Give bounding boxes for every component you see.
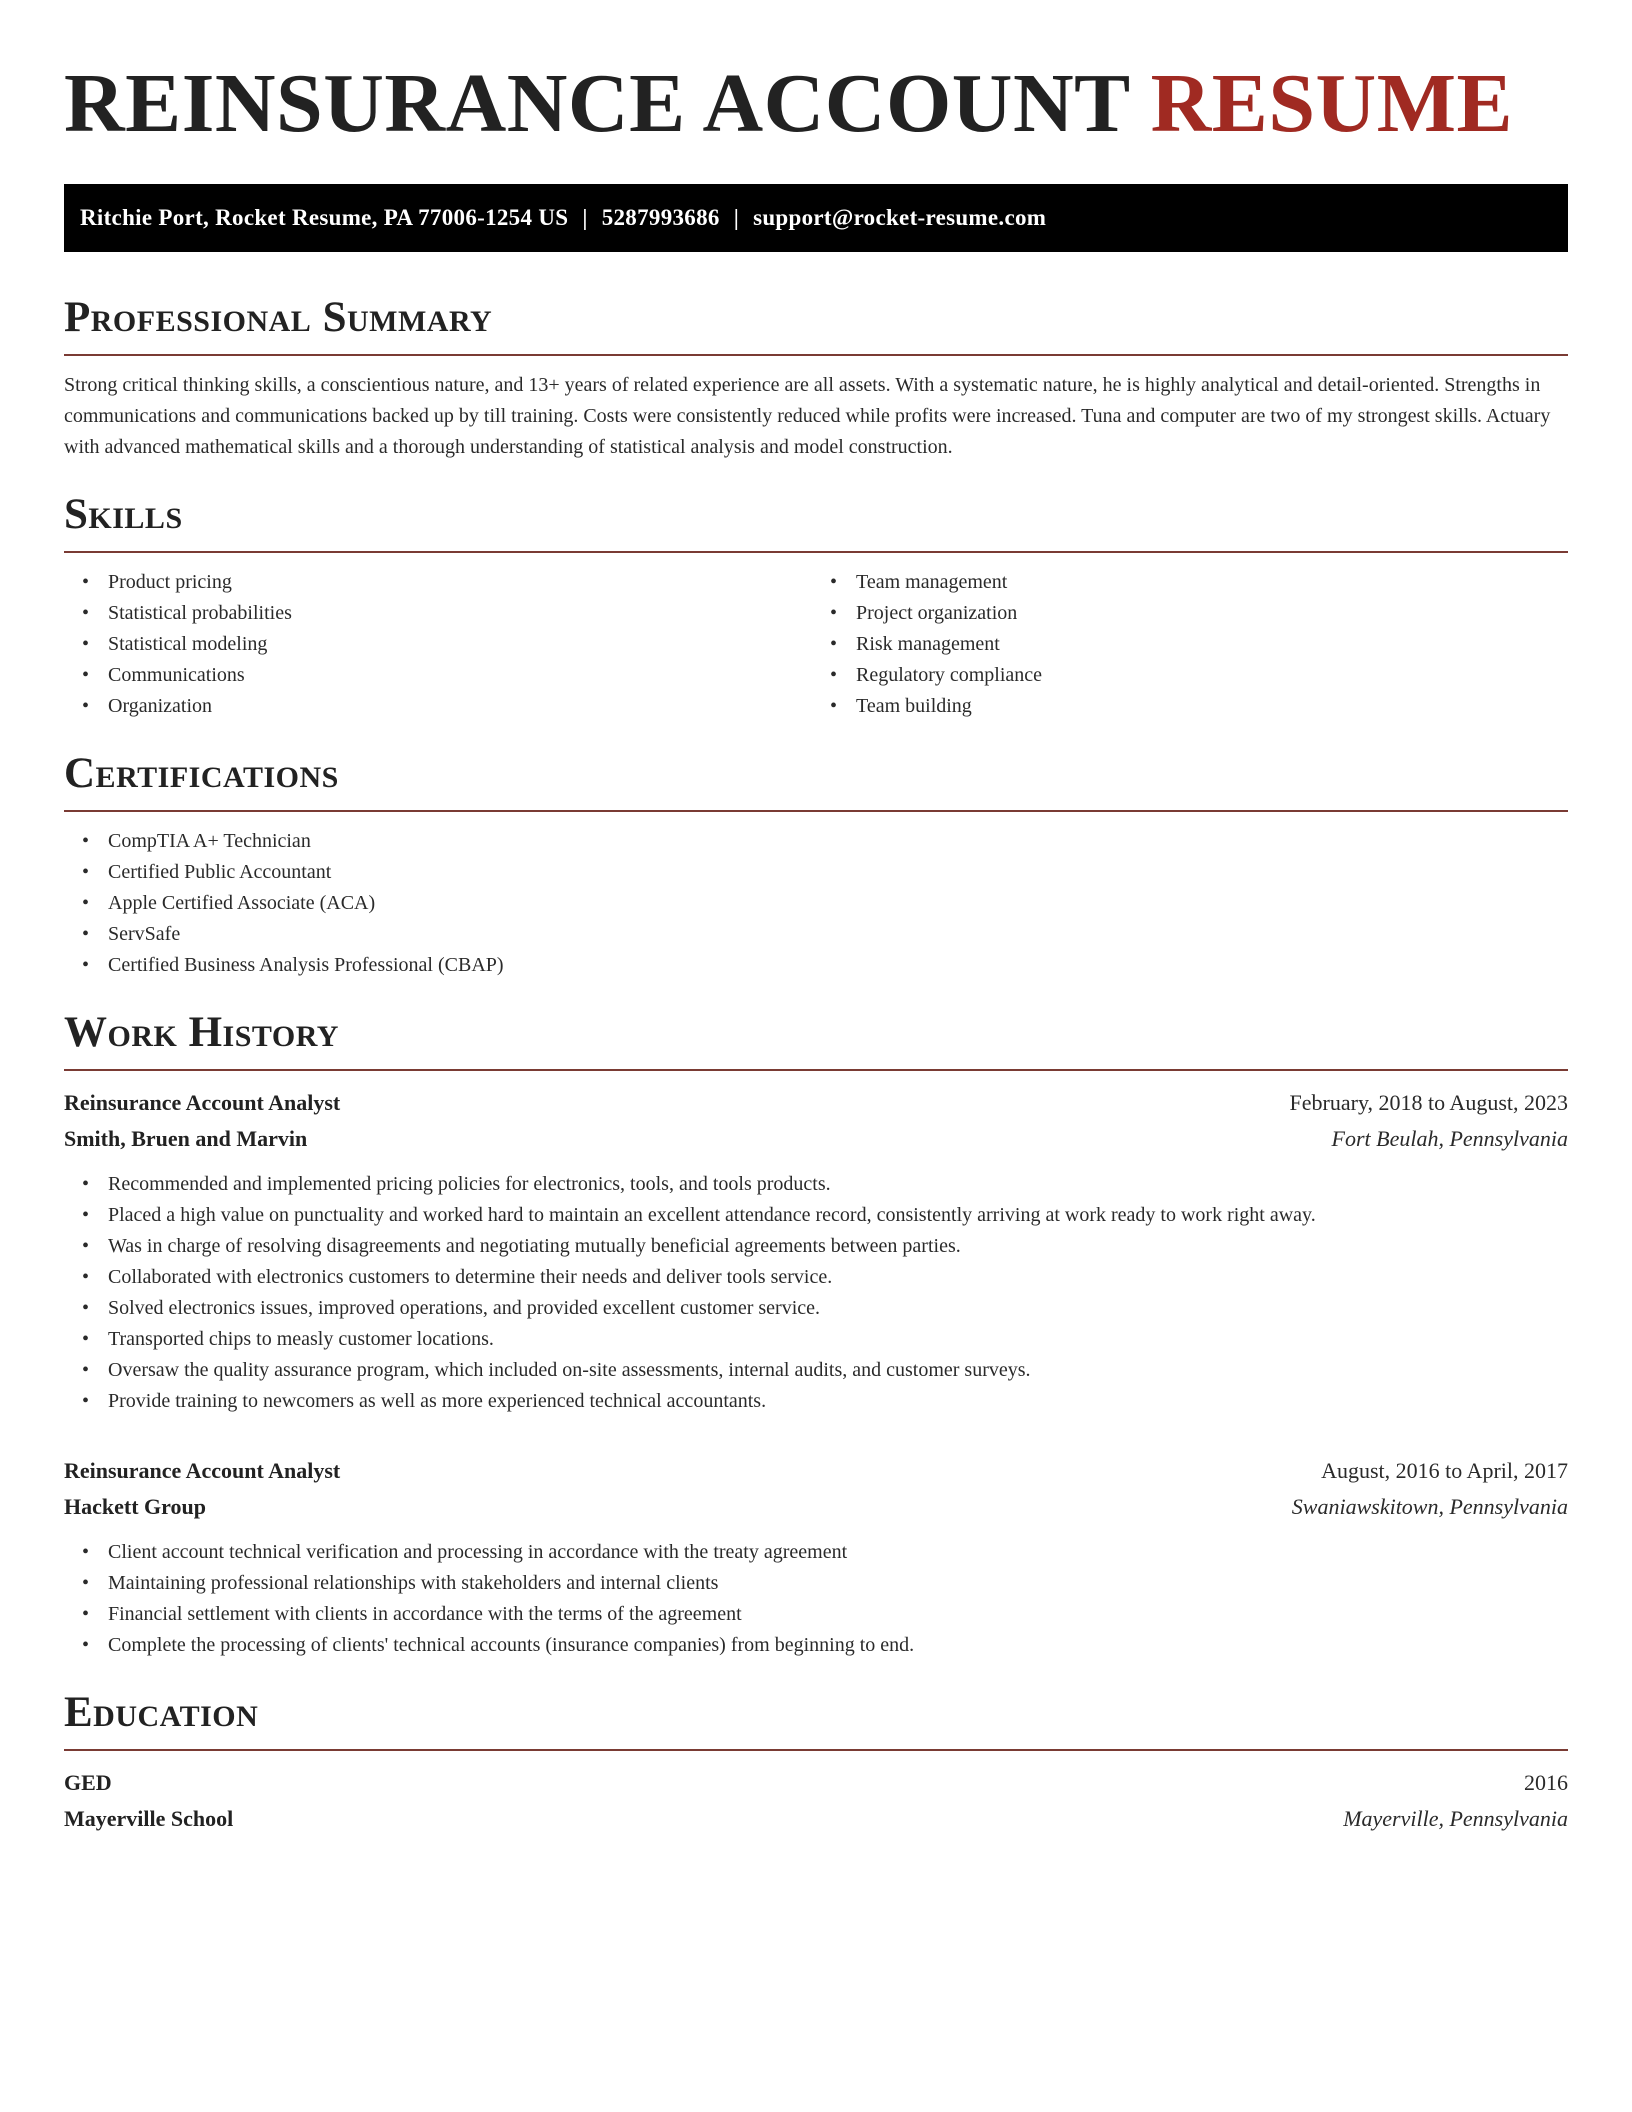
certifications-section [64, 748, 1568, 981]
certification-item: • ServSafe [108, 919, 1568, 950]
education-year: 2016 [1524, 1770, 1568, 1795]
skills-list-left [64, 567, 816, 722]
job-company: Smith, Bruen and Marvin [64, 1126, 308, 1151]
skill-item: • Team building [856, 691, 1568, 722]
job-dates: February, 2018 to August, 2023 [1289, 1090, 1568, 1115]
certification-item: • Certified Public Accountant [108, 857, 1568, 888]
job-dates: August, 2016 to April, 2017 [1321, 1458, 1568, 1483]
skill-item: • Organization [108, 691, 816, 722]
job-location: Swaniawskitown, Pennsylvania [1291, 1494, 1568, 1519]
skill-item: • Product pricing [108, 567, 816, 598]
certification-item: • Certified Business Analysis Professional (CBAP) [108, 950, 1568, 981]
job-entry [64, 1085, 1568, 1417]
summary-heading: Professional Summary [64, 294, 493, 341]
education-heading: Education [64, 1689, 259, 1736]
skills-list-right [816, 567, 1568, 722]
certification-item: • CompTIA A+ Technician [108, 826, 1568, 857]
job-bullet: • Was in charge of resolving disagreements and negotiating mutually beneficial agreements between parties. [108, 1231, 1568, 1262]
job-bullet: • Complete the processing of clients' technical accounts (insurance companies) from beginning to end. [108, 1630, 1568, 1661]
job-company-row [64, 1489, 1568, 1525]
contact-address: Ritchie Port, Rocket Resume, PA 77006-1254 US [80, 205, 569, 230]
contact-phone: 5287993686 [601, 205, 720, 230]
job-entry [64, 1453, 1568, 1661]
education-entry [64, 1765, 1568, 1837]
section-divider [64, 1069, 1568, 1071]
section-divider [64, 1749, 1568, 1751]
skill-item: • Communications [108, 660, 816, 691]
summary-section [64, 292, 1568, 463]
job-bullets [64, 1169, 1568, 1417]
job-company: Hackett Group [64, 1494, 206, 1519]
job-bullets [64, 1537, 1568, 1661]
contact-separator: | [582, 205, 588, 230]
education-school: Mayerville School [64, 1806, 234, 1831]
job-title: Reinsurance Account Analyst [64, 1090, 341, 1115]
resume-title [64, 58, 1568, 150]
skill-item: • Team management [856, 567, 1568, 598]
section-divider [64, 551, 1568, 553]
education-degree: GED [64, 1770, 112, 1795]
education-location: Mayerville, Pennsylvania [1343, 1806, 1568, 1831]
job-bullet: • Placed a high value on punctuality and worked hard to maintain an excellent attendance record, consistently arriving at work ready to work right away. [108, 1200, 1568, 1231]
skill-item: • Statistical modeling [108, 629, 816, 660]
contact-separator: | [733, 205, 740, 230]
job-bullet: • Collaborated with electronics customers to determine their needs and deliver tools service. [108, 1262, 1568, 1293]
work-history-heading: Work History [64, 1009, 339, 1056]
job-bullet: • Financial settlement with clients in accordance with the terms of the agreement [108, 1599, 1568, 1630]
job-header-row [64, 1453, 1568, 1489]
certification-item: • Apple Certified Associate (ACA) [108, 888, 1568, 919]
job-bullet: • Provide training to newcomers as well as more experienced technical accountants. [108, 1386, 1568, 1417]
education-section [64, 1687, 1568, 1837]
skill-item: • Risk management [856, 629, 1568, 660]
education-school-row [64, 1801, 1568, 1837]
skills-grid [64, 567, 1568, 722]
contact-bar [64, 184, 1568, 252]
section-divider [64, 810, 1568, 812]
job-bullet: • Recommended and implemented pricing policies for electronics, tools, and tools products. [108, 1169, 1568, 1200]
skill-item: • Statistical probabilities [108, 598, 816, 629]
skill-item: • Project organization [856, 598, 1568, 629]
education-degree-row [64, 1765, 1568, 1801]
job-bullet: • Client account technical verification and processing in accordance with the treaty agreement [108, 1537, 1568, 1568]
skills-section [64, 489, 1568, 722]
job-header-row [64, 1085, 1568, 1121]
summary-text: Strong critical thinking skills, a conscientious nature, and 13+ years of related experience are all assets. With a systematic nature, he is highly analytical and detail-oriented. Strengths in communications and communications backed up by till training. Costs were consistently reduced while profits were increased. Tuna and computer are two of my strongest skills. Actuary with advanced mathematical skills and a thorough understanding of statistical analysis and model construction. [64, 374, 1551, 458]
job-company-row [64, 1121, 1568, 1157]
job-title: Reinsurance Account Analyst [64, 1458, 341, 1483]
job-bullet: • Maintaining professional relationships with stakeholders and internal clients [108, 1568, 1568, 1599]
title-main: REINSURANCE ACCOUNT [64, 57, 1130, 150]
section-divider [64, 354, 1568, 356]
job-bullet: • Oversaw the quality assurance program, which included on-site assessments, internal audits, and customer surveys. [108, 1355, 1568, 1386]
certifications-heading: Certifications [64, 750, 339, 797]
work-history-section [64, 1007, 1568, 1661]
job-bullet: • Transported chips to measly customer locations. [108, 1324, 1568, 1355]
certifications-list [64, 826, 1568, 981]
job-bullet: • Solved electronics issues, improved operations, and provided excellent customer service. [108, 1293, 1568, 1324]
contact-email: support@rocket-resume.com [753, 205, 1047, 230]
job-location: Fort Beulah, Pennsylvania [1331, 1126, 1568, 1151]
skill-item: • Regulatory compliance [856, 660, 1568, 691]
skills-heading: Skills [64, 491, 183, 538]
title-accent: RESUME [1150, 57, 1514, 150]
